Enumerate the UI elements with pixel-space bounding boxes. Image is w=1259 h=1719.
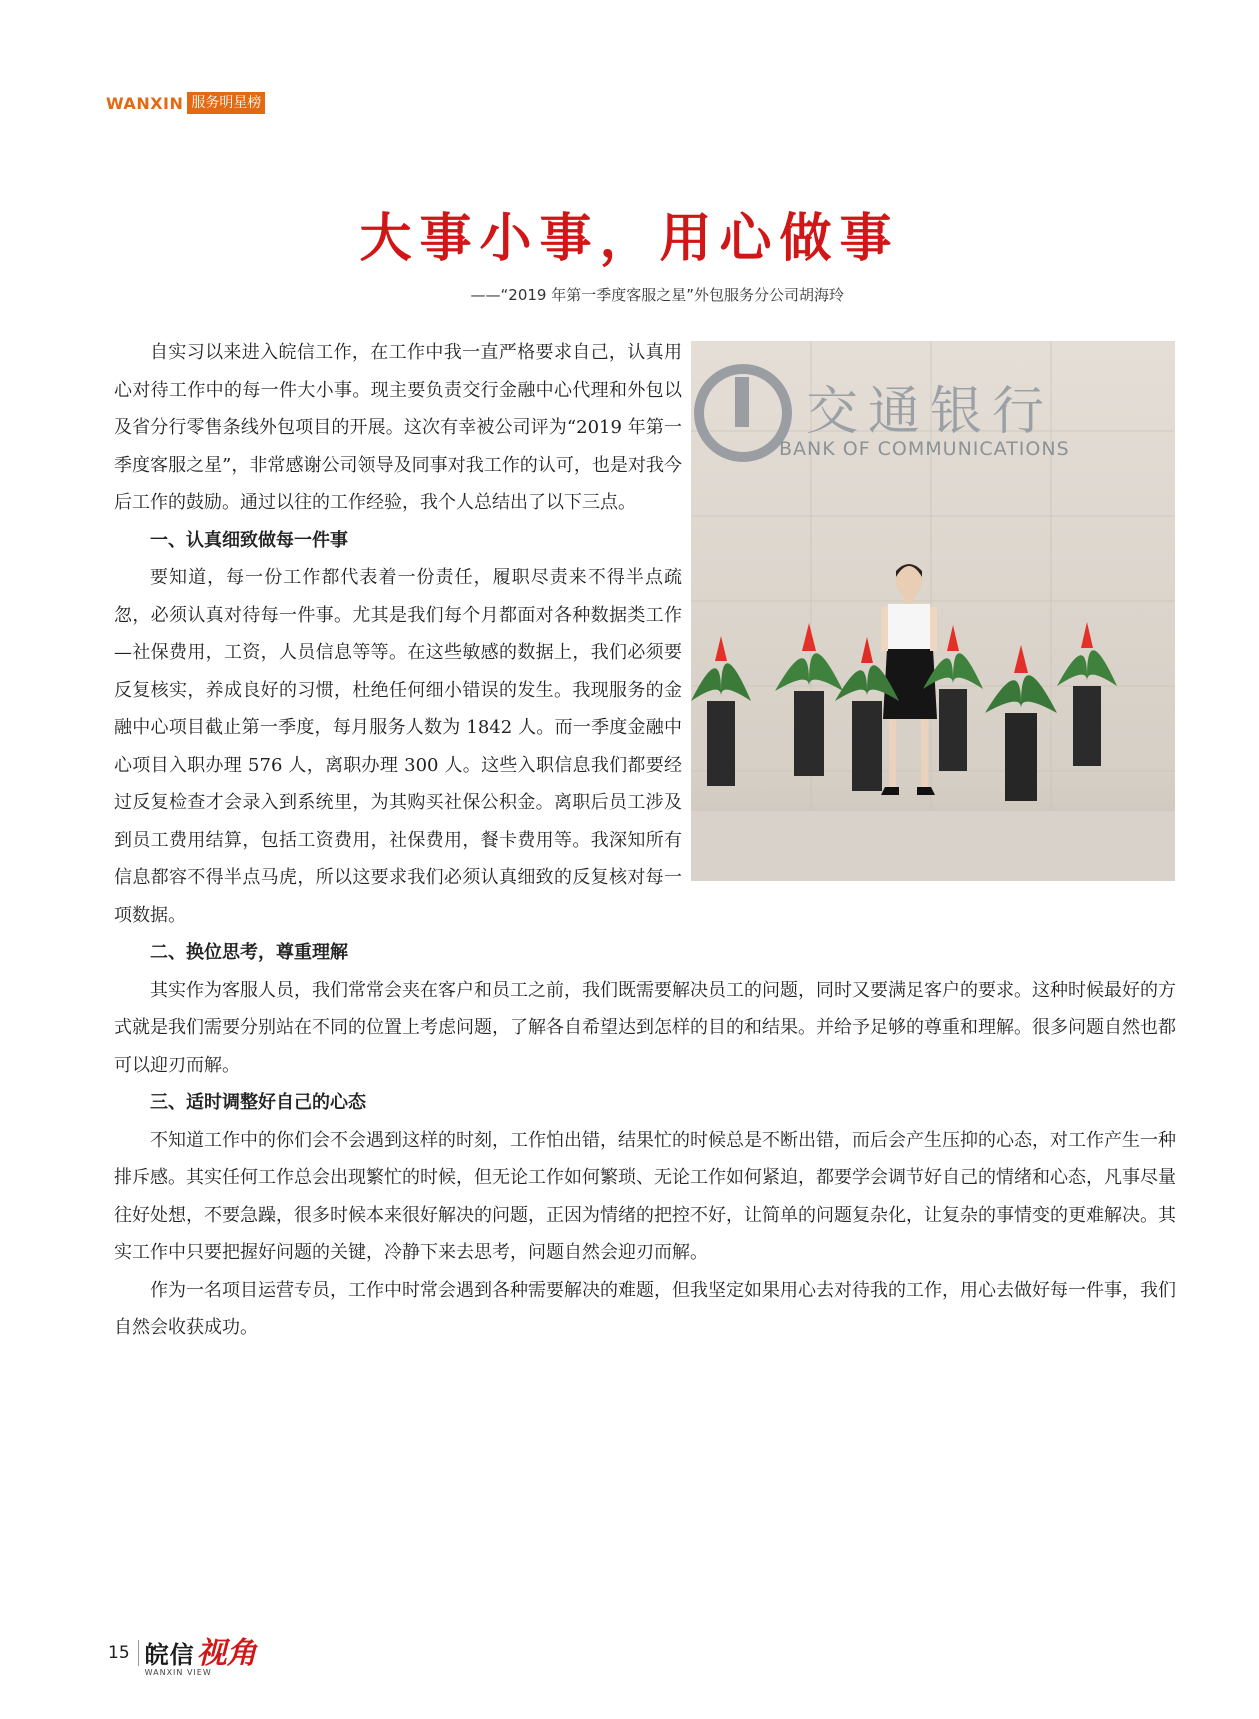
header-section-tag: 服务明星榜 (187, 92, 265, 114)
section3-paragraph: 不知道工作中的你们会不会遇到这样的时刻，工作怕出错，结果忙的时候总是不断出错，而后会产生压抑的心态，对工作产生一种排斥感。其实任何工作总会出现繁忙的时候，但无论工作如何繁琐、无论工作如何紧迫，都要学会调节好自己的情绪和心态，凡事尽量往好处想，不要急躁，很多时候本来很好解决的问题，正因为情绪的把控不好，让简单的问题复杂化，让复杂的事情变的更难解决。其实工作中只要把握好问题的关键，冷静下来去思考，问题自然会迎刃而解。 (114, 1129, 1176, 1263)
section2-heading: 二、换位思考，尊重理解 (150, 942, 348, 963)
header-brand: WANXIN (106, 93, 184, 113)
page-footer (108, 1628, 257, 1677)
section2-paragraph: 其实作为客服人员，我们常常会夹在客户和员工之前，我们既需要解决员工的问题，同时又要满足客户的要求。这种时候最好的方式就是我们需要分别站在不同的位置上考虑问题，了解各自希望达到怎样的目的和结果。并给予足够的尊重和理解。很多问题自然也都可以迎刃而解。 (114, 979, 1176, 1076)
article-byline: ——“2019 年第一季度客服之星”外包服务分公司胡海玲 (470, 286, 844, 304)
section3-heading: 三、适时调整好自己的心态 (150, 1092, 366, 1113)
article-title: 大事小事，用心做事 (359, 208, 900, 269)
photo-float-space (682, 334, 1176, 884)
footer-divider (138, 1640, 139, 1666)
section1-heading: 一、认真细致做每一件事 (150, 529, 348, 551)
footer-brand-main: 皖信 (144, 1641, 195, 1669)
footer-brand (145, 1628, 257, 1677)
article-body (114, 334, 1176, 1347)
sign-chinese: 交通银行 (806, 382, 1055, 442)
footer-brand-english: WANXIN VIEW (144, 1668, 212, 1677)
closing-paragraph: 作为一名项目运营专员，工作中时常会遇到各种需要解决的难题，但我坚定如果用心去对待我的工作，用心去做好每一件事，我们自然会收获成功。 (114, 1279, 1176, 1338)
page-number: 15 (108, 1642, 130, 1663)
sign-english: BANK OF COMMUNICATIONS (779, 438, 1070, 460)
section1-paragraph: 要知道，每一份工作都代表着一份责任，履职尽责来不得半点疏忽，必须认真对待每一件事。尤其是我们每个月都面对各种数据类工作—社保费用，工资，人员信息等等。在这些敏感的数据上，我们必须要反复核实，养成良好的习惯，杜绝任何细小错误的发生。我现服务的金融中心项目截止第一季度，每月服务人数为 1842 人。而一季度金融中心项目入职办理 576 人，离职办理 300 人。这些入职信息我们都要经过反复检查才会录入到系统里，为其购买社保公积金。离职后员工涉及到员工费用结算，包括工资费用，社保费用，餐卡费用等。我深知所有信息都容不得半点马虎，所以这要求我们必须认真细致的反复核对每一项数据。 (114, 567, 682, 926)
running-header (106, 92, 265, 114)
footer-brand-view: 视角 (196, 1636, 257, 1671)
intro-paragraph: 自实习以来进入皖信工作，在工作中我一直严格要求自己，认真用心对待工作中的每一件大小事。现主要负责交行金融中心代理和外包以及省分行零售条线外包项目的开展。这次有幸被公司评为“2019 年第一季度客服之星”，非常感谢公司领导及同事对我工作的认可，也是对我今后工作的鼓励。通过以往的工作经验，我个人总结出了以下三点。 (114, 342, 682, 513)
